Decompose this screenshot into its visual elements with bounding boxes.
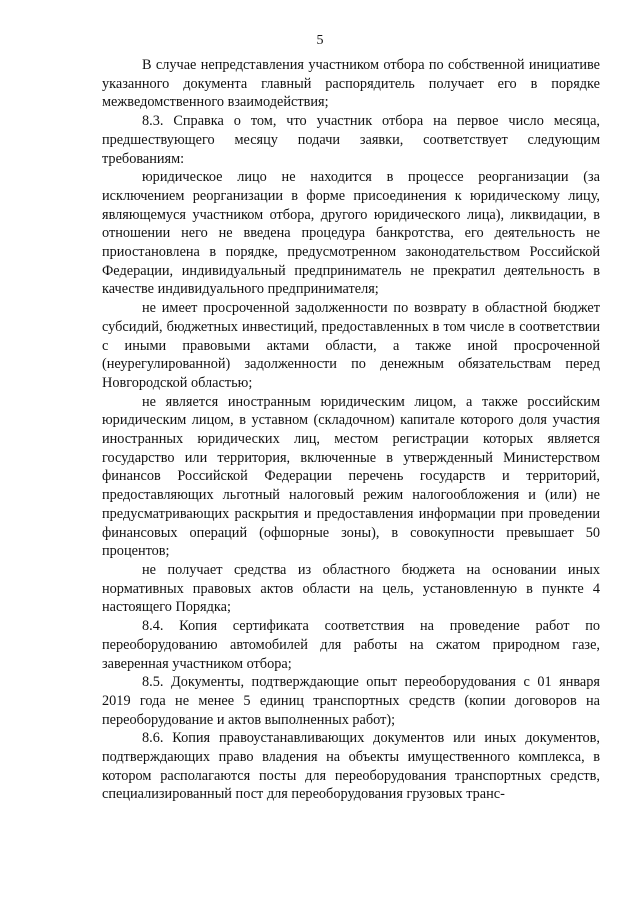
page-number: 5 <box>316 33 324 48</box>
paragraph-8-3-certificate: 8.3. Справка о том, что участник отбора на первое число месяца, предшествующего месяцу подачи заявки, соответствует следующим требованиям: <box>102 113 600 167</box>
paragraph-requirement-reorganization: юридическое лицо не находится в процессе реорганизации (за исключением реорганизации в форме присоединения к юридическому лицу, являющемуся участником отбора, другого юридического лица), ликвидации, в отношении него не введена процедура банкротства, его деятельность не приостановлена в порядке, предусмотренном законодательством Российской Федерации, индивидуальный предприниматель не прекратил деятельность в качестве индивидуального предпринимателя; <box>102 169 600 298</box>
paragraph-requirement-foreign: не является иностранным юридическим лицом, а также российским юридическим лицом, в уставном (складочном) капитале которого доля участия иностранных юридических лиц, местом регистрации которых является государство или территория, включенные в утвержденный Министерством финансов Российской Федерации перечень государств и территорий, предоставляющих льготный налоговый режим налогообложения и (или) не предусматривающих раскрытия и предоставления информации при проведении финансовых операций (офшорные зоны), в совокупности превышает 50 процентов; <box>102 393 600 560</box>
paragraph-8-4-conformity: 8.4. Копия сертификата соответствия на проведение работ по переоборудованию автомобилей для работы на сжатом природном газе, заверенная участником отбора; <box>102 618 600 672</box>
paragraph-8-5-experience: 8.5. Документы, подтверждающие опыт переоборудования с 01 января 2019 года не менее 5 единиц транспортных средств (копии договоров на переоборудование и актов выполненных работ); <box>102 674 600 728</box>
paragraph-requirement-funds: не получает средства из областного бюджета на основании иных нормативных правовых актов области на цель, установленную в пункте 4 настоящего Порядка; <box>102 561 600 616</box>
paragraph-interagency-request: В случае непредставления участником отбора по собственной инициативе указанного документа главный распорядитель получает его в порядке межведомственного взаимодействия; <box>102 57 600 111</box>
document-body <box>102 56 600 804</box>
paragraph-8-6-ownership: 8.6. Копия правоустанавливающих документов или иных документов, подтверждающих право владения на объекты имущественного комплекса, в котором располагаются посты для переоборудования транспортных средств, специализированный пост для переоборудования грузовых транс- <box>102 730 600 803</box>
paragraph-requirement-debt: не имеет просроченной задолженности по возврату в областной бюджет субсидий, бюджетных инвестиций, предоставленных в том числе в соответствии с иными правовыми актами области, а также иной просроченной (неурегулированной) задолженности по денежным обязательствам перед Новгородской областью; <box>102 300 600 391</box>
